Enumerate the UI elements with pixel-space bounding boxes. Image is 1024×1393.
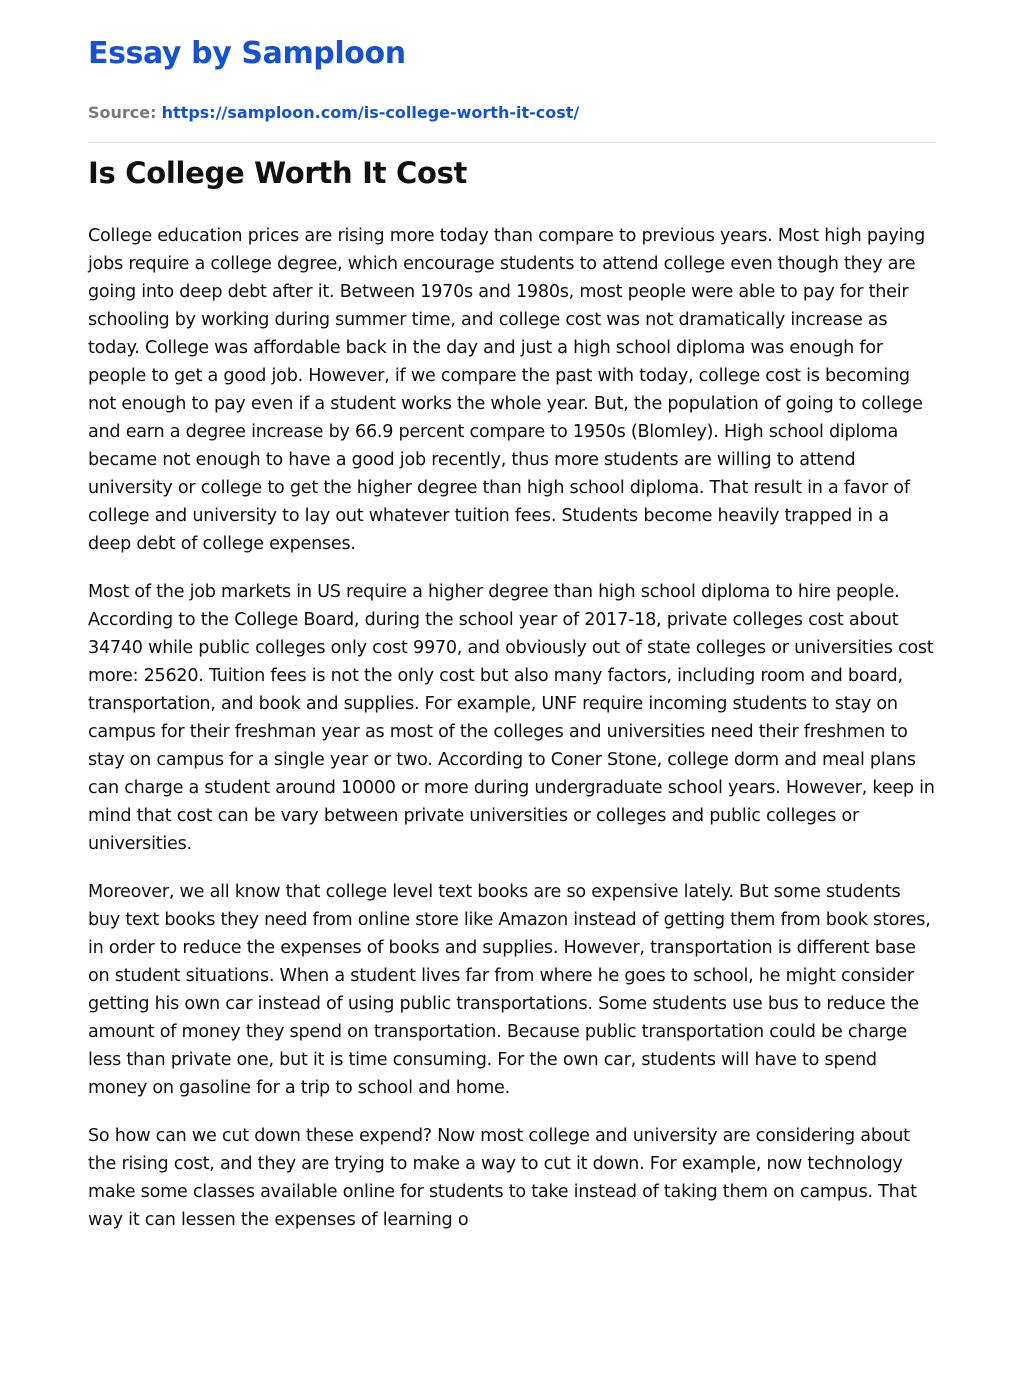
source-link[interactable]: https://samploon.com/is-college-worth-it-cost/	[161, 103, 580, 122]
essay-paragraph: So how can we cut down these expend? Now most college and university are considering about the rising cost, and they are trying to make a way to cut it down. For example, now technology make some classes available online for students to take instead of taking them on campus. That way it can lessen the expenses of learning o	[88, 1126, 917, 1230]
source-label: Source:	[88, 103, 157, 122]
site-brand: Essay by Samploon	[88, 36, 406, 71]
essay-paragraph: Most of the job markets in US require a higher degree than high school diploma to hire people. According to the College Board, during the school year of 2017-18, private colleges cost about 34740 while public colleges only cost 9970, and obviously out of state colleges or universities cost more: 25620. Tuition fees is not the only cost but also many factors, including room and board, transportation, and book and supplies. For example, UNF require incoming students to stay on campus for their freshman year as most of the colleges and universities need their freshmen to stay on campus for a single year or two. According to Coner Stone, college dorm and meal plans can charge a student around 10000 or more during undergraduate school years. However, keep in mind that cost can be vary between private universities or colleges and public colleges or universities.	[88, 582, 935, 854]
source-line	[88, 103, 579, 122]
essay-title: Is College Worth It Cost	[88, 156, 468, 190]
essay-body	[88, 222, 936, 1254]
header-divider	[88, 142, 936, 143]
essay-paragraph: Moreover, we all know that college level text books are so expensive lately. But some students buy text books they need from online store like Amazon instead of getting them from book stores, in order to reduce the expenses of books and supplies. However, transportation is different base on student situations. When a student lives far from where he goes to school, he might consider getting his own car instead of using public transportations. Some students use bus to reduce the amount of money they spend on transportation. Because public transportation could be charge less than private one, but it is time consuming. For the own car, students will have to spend money on gasoline for a trip to school and home.	[88, 882, 931, 1098]
essay-paragraph: College education prices are rising more today than compare to previous years. Most high paying jobs require a college degree, which encourage students to attend college even though they are going into deep debt after it. Between 1970s and 1980s, most people were able to pay for their schooling by working during summer time, and college cost was not dramatically increase as today. College was affordable back in the day and just a high school diploma was enough for people to get a good job. However, if we compare the past with today, college cost is becoming not enough to pay even if a student works the whole year. But, the population of going to college and earn a degree increase by 66.9 percent compare to 1950s (Blomley). High school diploma became not enough to have a good job recently, thus more students are willing to attend university or college to get the higher degree than high school diploma. That result in a favor of college and university to lay out whatever tuition fees. Students become heavily trapped in a deep debt of college expenses.	[88, 226, 925, 554]
